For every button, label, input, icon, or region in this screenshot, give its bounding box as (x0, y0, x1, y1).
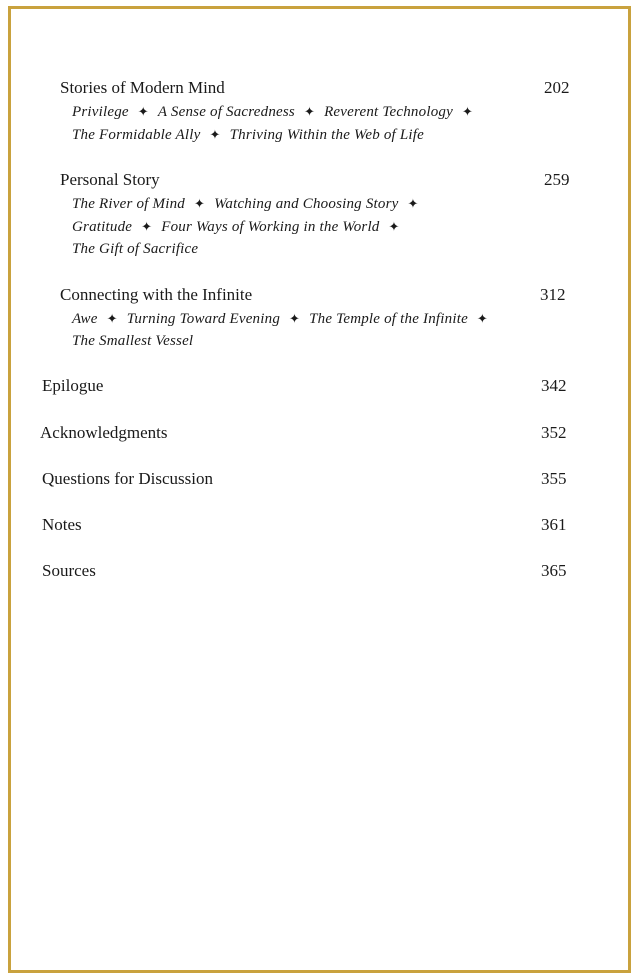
subsection-line (72, 238, 198, 261)
subsection-item: Awe (72, 311, 98, 327)
subsection-item: The Smallest Vessel (72, 333, 194, 349)
section-page-number: 202 (544, 78, 570, 97)
subsection-item: The Gift of Sacrifice (72, 241, 199, 257)
separator-icon: ✦ (303, 104, 316, 119)
separator-icon: ✦ (461, 104, 474, 119)
entry-page-number: 352 (541, 423, 567, 442)
subsection-item: Turning Toward Evening (126, 311, 281, 327)
subsection-item: Reverent Technology (324, 104, 453, 120)
entry-page-number: 355 (541, 469, 567, 488)
separator-icon: ✦ (209, 127, 221, 142)
entry-title-acknowledgments: Acknowledgments (40, 423, 168, 442)
subsection-item: Watching and Choosing Story (214, 196, 399, 212)
subsection-line (72, 123, 424, 147)
subsection-item: Four Ways of Working in the World (161, 219, 380, 235)
separator-icon: ✦ (476, 311, 489, 326)
subsection-item: Thriving Within the Web of Life (229, 127, 425, 143)
subsection-item: Gratitude (72, 219, 133, 235)
subsection-item: A Sense of Sacredness (157, 104, 295, 120)
section-page-number: 312 (540, 285, 566, 304)
separator-icon: ✦ (141, 219, 153, 234)
separator-icon: ✦ (193, 196, 206, 211)
subsection-line (72, 330, 193, 353)
separator-icon: ✦ (388, 219, 400, 234)
page-border (8, 6, 631, 973)
section-title: Connecting with the Infinite (60, 285, 253, 304)
separator-icon: ✦ (407, 196, 419, 211)
subsection-line (72, 307, 497, 331)
section-title: Personal Story (60, 170, 160, 189)
entry-page-number: 361 (541, 515, 567, 534)
subsection-item: The Temple of the Infinite (309, 311, 468, 327)
section-title: Stories of Modern Mind (60, 78, 225, 97)
separator-icon: ✦ (289, 311, 301, 326)
subsection-line (72, 192, 428, 216)
subsection-item: The Formidable Ally (72, 127, 201, 143)
subsection-item: The River of Mind (72, 196, 185, 212)
separator-icon: ✦ (137, 104, 149, 119)
subsection-line (72, 100, 482, 124)
entry-title-notes: Notes (42, 515, 82, 534)
entry-title-questions: Questions for Discussion (42, 469, 213, 488)
subsection-line (72, 215, 409, 239)
subsection-item: Privilege (72, 104, 129, 120)
entry-title-epilogue: Epilogue (42, 376, 104, 395)
entry-page-number: 365 (541, 561, 567, 580)
separator-icon: ✦ (106, 311, 118, 326)
section-page-number: 259 (544, 170, 570, 189)
entry-page-number: 342 (541, 376, 567, 395)
entry-title-sources: Sources (42, 561, 96, 580)
